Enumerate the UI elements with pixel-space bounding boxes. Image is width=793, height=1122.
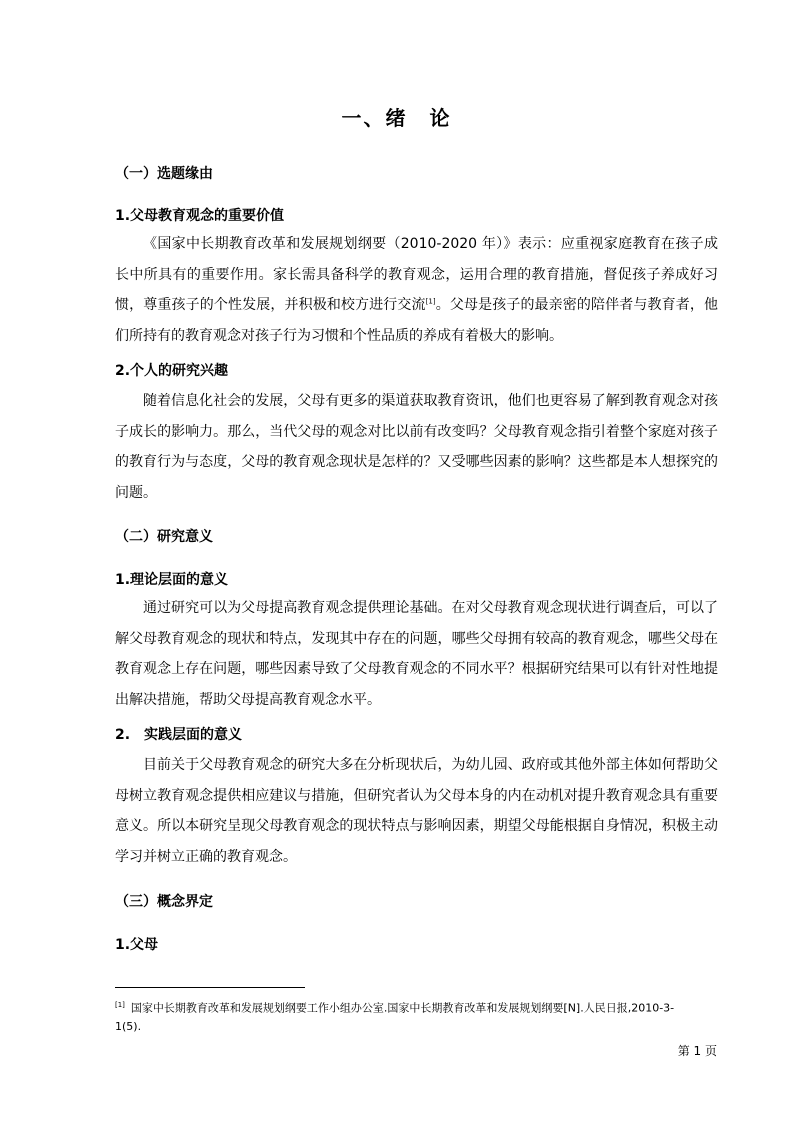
subheading-practical: 2. 实践层面的意义 (115, 727, 243, 743)
footnote-reference[interactable]: [1] (425, 297, 436, 306)
footnote-separator (115, 987, 305, 988)
footnote-text: 国家中长期教育改革和发展规划纲要工作小组办公室.国家中长期教育改革和发展规划纲要[N].人民日报,2010-3-1(5). (115, 1001, 675, 1033)
subheading-parent-values: 1.父母教育观念的重要价值 (115, 208, 285, 224)
subheading-parents: 1.父母 (115, 937, 159, 953)
footnote (115, 996, 675, 1036)
section-heading-significance: （二）研究意义 (115, 529, 213, 545)
footnote-mark: [1] (115, 1001, 125, 1009)
section-heading-reason: （一）选题缘由 (115, 166, 213, 182)
section-heading-definitions: （三）概念界定 (115, 894, 213, 910)
paragraph-practical: 目前关于父母教育观念的研究大多在分析现状后，为幼儿园、政府或其他外部主体如何帮助父母树立教育观念提供相应建议与措施，但研究者认为父母本身的内在动机对提升教育观念具有重要意义。所以本研究呈现父母教育观念的现状特点与影响因素，期望父母能根据自身情况，积极主动学习并树立正确的教育观念。 (115, 757, 718, 865)
chapter-title: 一、绪 论 (341, 106, 452, 130)
paragraph-text: 《国家中长期教育改革和发展规划纲要（2010-2020 年）》表示：应重视家庭教育在孩子成长中所具有的重要作用。家长需具备科学的教育观念，运用合理的教育措施，督促孩子养成好习惯，尊重孩子的个性发展，并积极和校方进行交流 (115, 236, 718, 313)
subheading-research-interest: 2.个人的研究兴趣 (115, 363, 229, 379)
page-number: 第 1 页 (677, 1044, 717, 1058)
paragraph-research-interest: 随着信息化社会的发展，父母有更多的渠道获取教育资讯，他们也更容易了解到教育观念对孩子成长的影响力。那么，当代父母的观念对比以前有改变吗？父母教育观念指引着整个家庭对孩子的教育行为与态度，父母的教育观念现状是怎样的？又受哪些因素的影响？这些都是本人想探究的问题。 (115, 393, 718, 501)
paragraph-parent-values (115, 229, 718, 351)
paragraph-text: 。父母是孩子的最亲密的陪伴者与教育者，他们所持有的教育观念对孩子行为习惯和个性品质的养成有着极大的影响。 (115, 297, 719, 344)
subheading-theoretical: 1.理论层面的意义 (115, 572, 229, 588)
paragraph-theoretical: 通过研究可以为父母提高教育观念提供理论基础。在对父母教育观念现状进行调查后，可以了解父母教育观念的现状和特点，发现其中存在的问题，哪些父母拥有较高的教育观念，哪些父母在教育观念上存在问题，哪些因素导致了父母教育观念的不同水平？根据研究结果可以有针对性地提出解决措施，帮助父母提高教育观念水平。 (115, 600, 718, 708)
